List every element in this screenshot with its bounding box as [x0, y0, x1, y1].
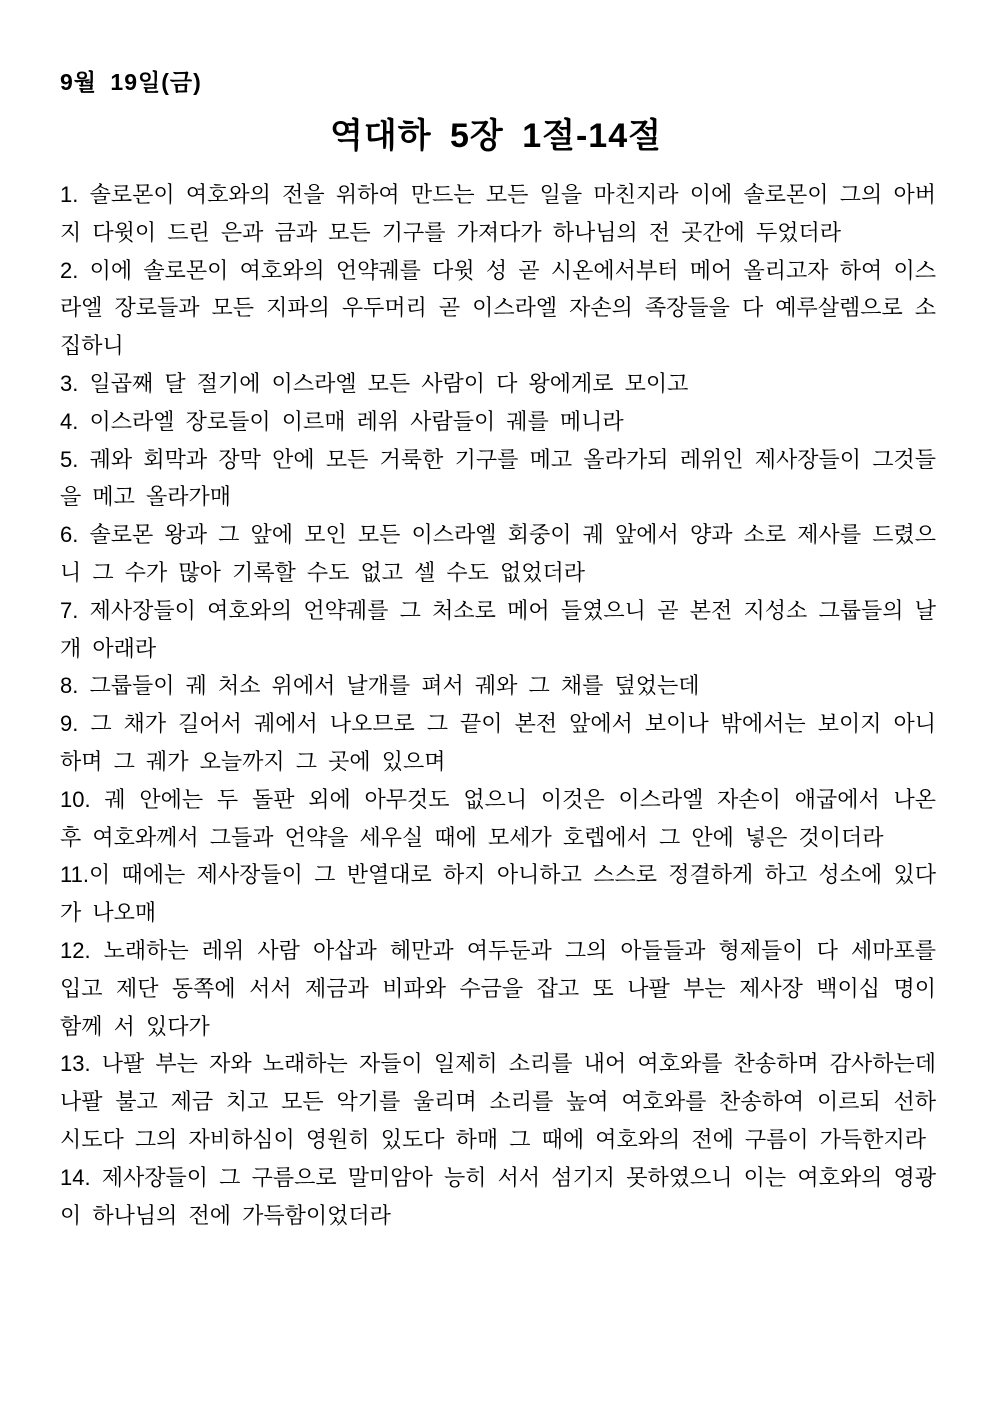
verse-14: 14. 제사장들이 그 구름으로 말미암아 능히 서서 섬기지 못하였으니 이는 여호와의 영광이 하나님의 전에 가득함이었더라 [60, 1164, 936, 1228]
verse-13: 13. 나팔 부는 자와 노래하는 자들이 일제히 소리를 내어 여호와를 찬송하며 감사하는데 나팔 불고 제금 치고 모든 악기를 울리며 소리를 높여 여호와를 찬송하여 이르되 선하시도다 그의 자비하심이 영원히 있도다 하매 그 때에 여호와의 전에 구름이 가득한지라 [60, 1051, 936, 1152]
verse-12: 12. 노래하는 레위 사람 아삽과 헤만과 여두둔과 그의 아들들과 형제들이 다 세마포를 입고 제단 동쪽에 서서 제금과 비파와 수금을 잡고 또 나팔 부는 제사장 백이십 명이 함께 서 있다가 [60, 937, 936, 1039]
page-title: 역대하 5장 1절-14절 [330, 117, 662, 155]
verse-11: 11.이 때에는 제사장들이 그 반열대로 하지 아니하고 스스로 정결하게 하고 성소에 있다가 나오매 [60, 862, 936, 926]
verse-10: 10. 궤 안에는 두 돌판 외에 아무것도 없으니 이것은 이스라엘 자손이 애굽에서 나온 후 여호와께서 그들과 언약을 세우실 때에 모세가 호렙에서 그 안에 넣은 것이더라 [60, 786, 936, 850]
verse-9: 9. 그 채가 길어서 궤에서 나오므로 그 끝이 본전 앞에서 보이나 밖에서는 보이지 아니하며 그 궤가 오늘까지 그 곳에 있으며 [60, 711, 936, 774]
verse-4: 4. 이스라엘 장로들이 이르매 레위 사람들이 궤를 메니라 [60, 408, 624, 434]
scripture-body [60, 176, 936, 1234]
verse-7: 7. 제사장들이 여호와의 언약궤를 그 처소로 메어 들였으니 곧 본전 지성소 그룹들의 날개 아래라 [60, 597, 936, 661]
verse-8: 8. 그룹들이 궤 처소 위에서 날개를 펴서 궤와 그 채를 덮었는데 [60, 673, 700, 699]
verse-1: 1. 솔로몬이 여호와의 전을 위하여 만드는 모든 일을 마친지라 이에 솔로몬이 그의 아버지 다윗이 드린 은과 금과 모든 기구를 가져다가 하나님의 전 곳간에 두었더라 [60, 182, 936, 245]
date-heading: 9월 19일(금) [60, 69, 202, 95]
verse-2: 2. 이에 솔로몬이 여호와의 언약궤를 다윗 성 곧 시온에서부터 메어 올리고자 하여 이스라엘 장로들과 모든 지파의 우두머리 곧 이스라엘 자손의 족장들을 다 예루살렘으로 소집하니 [60, 257, 936, 359]
verse-6: 6. 솔로몬 왕과 그 앞에 모인 모든 이스라엘 회중이 궤 앞에서 양과 소로 제사를 드렸으니 그 수가 많아 기록할 수도 없고 셀 수도 없었더라 [60, 522, 936, 585]
verse-5: 5. 궤와 회막과 장막 안에 모든 거룩한 기구를 메고 올라가되 레위인 제사장들이 그것들을 메고 올라가매 [60, 446, 936, 510]
verse-3: 3. 일곱째 달 절기에 이스라엘 모든 사람이 다 왕에게로 모이고 [60, 370, 689, 396]
